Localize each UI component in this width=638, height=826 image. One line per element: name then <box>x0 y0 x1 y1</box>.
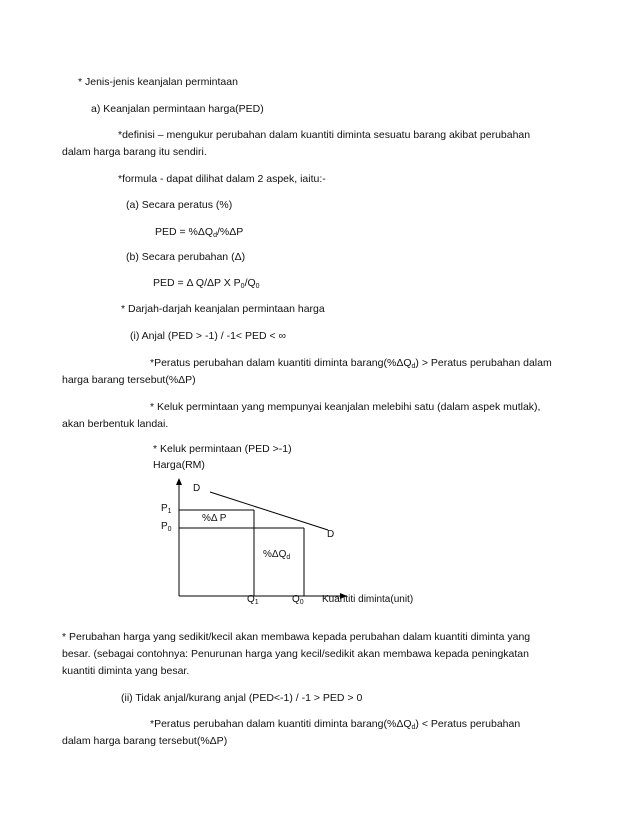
item-ii-note-suffix: ) < Peratus perubahan <box>415 718 521 730</box>
explain-line-1: * Perubahan harga yang sedikit/kecil akan membawa kepada perubahan dalam kuantiti diminta yang <box>62 631 531 643</box>
formula-intro: *formula - dapat dilihat dalam 2 aspek, iaitu:- <box>118 173 326 185</box>
p0-sub: 0 <box>167 526 172 533</box>
q1-base: Q <box>247 594 255 605</box>
diagram-title: * Keluk permintaan (PED >-1) <box>153 443 292 455</box>
item-ii-note-line-2: dalam harga barang tersebut(%ΔP) <box>62 735 228 747</box>
explain-line-2: besar. (sebagai contohnya: Penurunan harga yang kecil/sedikit akan membawa kepada peningkatan <box>62 648 529 660</box>
formula-b-sub2: 0 <box>255 283 260 290</box>
formula-b-prefix: PED = Δ Q/ΔP X P <box>153 277 241 289</box>
degrees-heading: * Darjah-darjah keanjalan permintaan harga <box>121 303 325 315</box>
formula-b-sub1: 0 <box>240 283 245 290</box>
curve-label-start: D <box>193 483 201 494</box>
explain-line-3: kuantiti diminta yang besar. <box>62 665 190 677</box>
definition-line-1: *definisi – mengukur perubahan dalam kuantiti diminta sesuatu barang akibat perubahan <box>118 129 531 141</box>
p1-sub: 1 <box>167 508 172 515</box>
item-ii-heading: (ii) Tidak anjal/kurang anjal (PED<-1) / -1 > PED > 0 <box>121 692 363 704</box>
x-axis-label: Kuantiti diminta(unit) <box>322 594 414 605</box>
p0-label <box>161 521 172 536</box>
item-i-note-2-line-1: * Keluk permintaan yang mempunyai keanjalan melebihi satu (dalam aspek mutlak), <box>150 401 541 413</box>
section-title: * Jenis-jenis keanjalan permintaan <box>78 76 238 88</box>
formula-a-prefix: PED = %ΔQ <box>155 226 214 238</box>
item-i-note-1-prefix: *Peratus perubahan dalam kuantiti diminta barang(%ΔQ <box>150 357 412 369</box>
q0-label <box>292 594 304 609</box>
pct-qty-sub: d <box>286 554 291 561</box>
item-ii-note <box>150 718 520 734</box>
item-i-note-1-suffix: ) > Peratus perubahan dalam <box>415 357 552 369</box>
aspect-a-heading: (a) Secara peratus (%) <box>126 199 233 211</box>
aspect-b-heading: (b) Secara perubahan (Δ) <box>126 251 246 263</box>
formula-a-sub: d <box>213 232 217 239</box>
curve-label-end: D <box>327 529 335 540</box>
item-i-note-1-line-2: harga barang tersebut(%ΔP) <box>62 374 196 386</box>
diagram-y-axis-label: Harga(RM) <box>153 459 205 471</box>
formula-b-mid: /Q <box>244 277 256 289</box>
item-ii-note-prefix: *Peratus perubahan dalam kuantiti diminta barang(%ΔQ <box>150 718 412 730</box>
q0-base: Q <box>292 594 300 605</box>
pct-price-label: %Δ P <box>202 513 227 524</box>
pct-qty-base: %ΔQ <box>263 549 287 560</box>
formula-a-suffix: /%ΔP <box>216 226 244 238</box>
item-i-note-1 <box>150 357 552 373</box>
subsection-a-heading: a) Keanjalan permintaan harga(PED) <box>91 103 264 115</box>
demand-curve-diagram <box>150 470 450 620</box>
definition-line-2: dalam harga barang itu sendiri. <box>62 146 207 158</box>
y-axis-arrowhead <box>176 478 182 485</box>
item-i-note-2-line-2: akan berbentuk landai. <box>62 418 169 430</box>
q0-sub: 0 <box>299 599 304 606</box>
p1-base: P <box>161 503 168 514</box>
demand-curve-line <box>210 492 328 530</box>
p1-label <box>161 503 172 518</box>
item-ii-note-sub: d <box>411 724 416 731</box>
item-i-heading: (i) Anjal (PED > -1) / -1< PED < ∞ <box>130 330 286 342</box>
pct-qty-label <box>263 549 290 564</box>
formula-a <box>155 226 243 242</box>
p0-base: P <box>161 521 168 532</box>
q1-sub: 1 <box>254 599 259 606</box>
item-i-note-1-sub: d <box>411 363 416 370</box>
q1-label <box>247 594 259 609</box>
formula-b <box>153 277 260 293</box>
